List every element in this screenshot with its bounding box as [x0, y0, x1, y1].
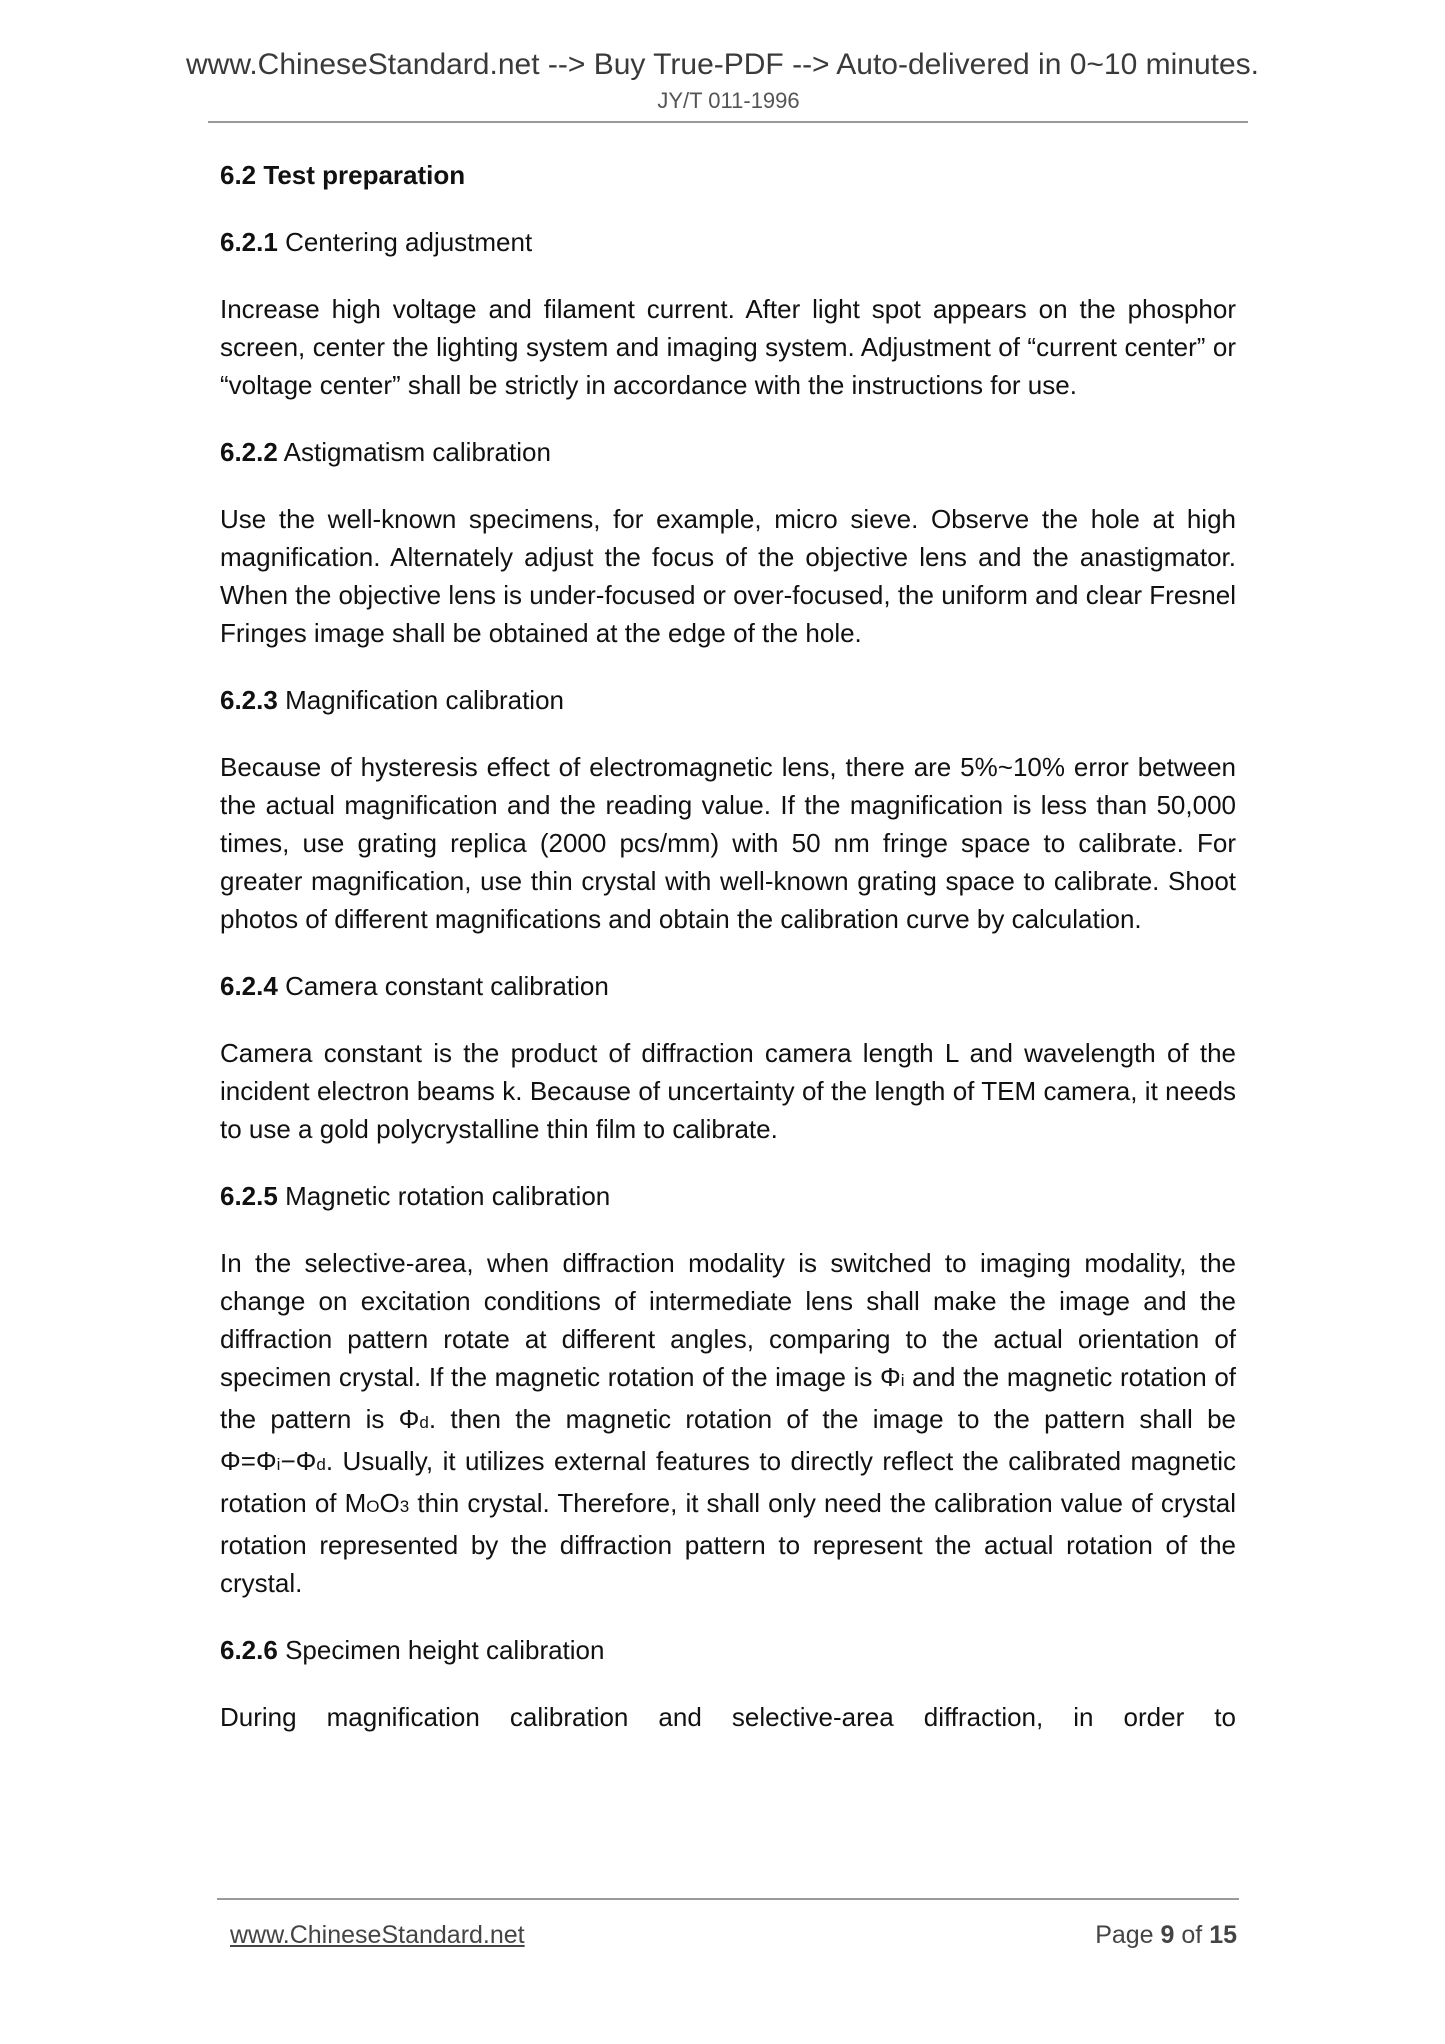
header-divider	[208, 121, 1248, 123]
subsection-title: Centering adjustment	[285, 227, 533, 257]
subsection-number: 6.2.3	[220, 685, 278, 715]
subscript: d	[419, 1413, 429, 1432]
page-current: 9	[1160, 1921, 1175, 1949]
paragraph	[220, 1244, 1236, 1602]
subsection-title: Astigmatism calibration	[283, 437, 551, 467]
subscript: d	[316, 1455, 326, 1474]
document-body	[220, 156, 1236, 1765]
subscript: i	[900, 1371, 905, 1390]
paragraph: During magnification calibration and selective-area diffraction, in order to	[220, 1702, 1236, 1732]
standard-code: JY/T 011-1996	[657, 88, 800, 113]
subscript: 3	[399, 1497, 410, 1516]
header-banner: www.ChineseStandard.net --> Buy True-PDF --> Auto-delivered in 0~10 minutes.	[185, 48, 1260, 81]
subsection-number: 6.2.5	[220, 1181, 278, 1211]
text-segment: and the magnetic rotation of the pattern is Φ	[220, 1362, 1237, 1434]
page-prefix: Page	[1095, 1921, 1161, 1949]
subsection-number: 6.2.6	[220, 1635, 278, 1665]
subsection-title: Magnetic rotation calibration	[285, 1181, 611, 1211]
page-total: 15	[1209, 1921, 1237, 1949]
section-title: 6.2 Test preparation	[220, 160, 466, 190]
subscript: i	[276, 1455, 281, 1474]
text-segment: O	[379, 1488, 400, 1518]
subsection-heading	[220, 223, 1236, 261]
paragraph: Increase high voltage and filament current. After light spot appears on the phosphor screen, center the lighting system and imaging system. Adjustment of “current center” or “voltage center” shall be strictly in accordance with the instructions for use.	[220, 294, 1236, 400]
subsection-heading	[220, 1177, 1236, 1215]
text-segment: . Usually, it utilizes external features to directly reflect the calibrated magnetic rotation of M	[220, 1446, 1236, 1518]
text-segment: . then the magnetic rotation of the image to the pattern shall be Φ=Φ	[220, 1404, 1237, 1476]
subsection-heading	[220, 967, 1236, 1005]
subsection-number: 6.2.4	[220, 971, 278, 1001]
subsection-title: Specimen height calibration	[285, 1635, 605, 1665]
subsection-heading	[220, 681, 1236, 719]
text-segment: In the selective-area, when diffraction modality is switched to imaging modality, the change on excitation conditions of intermediate lens shall make the image and the diffraction pattern rotate at different angles, comparing to the actual orientation of specimen crystal. If the magnetic rotation of the image is Φ	[220, 1248, 1236, 1392]
subsection-title: Camera constant calibration	[285, 971, 609, 1001]
paragraph: Because of hysteresis effect of electromagnetic lens, there are 5%~10% error between the actual magnification and the reading value. If the magnification is less than 50,000 times, use grating replica (2000 pcs/mm) with 50 nm fringe space to calibrate. For greater magnification, use thin crystal with well-known grating space to calibrate. Shoot photos of different magnifications and obtain the calibration curve by calculation.	[220, 752, 1236, 934]
text-segment: thin crystal. Therefore, it shall only need the calibration value of crystal rotation represented by the diffraction pattern to represent the actual rotation of the crystal.	[220, 1488, 1236, 1598]
text-segment: −Φ	[280, 1446, 317, 1476]
small-letter: O	[366, 1497, 380, 1516]
subsection-number: 6.2.1	[220, 227, 278, 257]
paragraph: Use the well-known specimens, for example, micro sieve. Observe the hole at high magnification. Alternately adjust the focus of the objective lens and the anastigmator. When the objective lens is under-focused or over-focused, the uniform and clear Fresnel Fringes image shall be obtained at the edge of the hole.	[220, 504, 1236, 648]
page-of: of	[1174, 1921, 1210, 1949]
page-indicator	[1095, 1921, 1237, 1950]
subsection-number: 6.2.2	[220, 437, 278, 467]
paragraph: Camera constant is the product of diffraction camera length L and wavelength of the incident electron beams k. Because of uncertainty of the length of TEM camera, it needs to use a gold polycrystalline thin film to calibrate.	[220, 1038, 1236, 1144]
footer-website-link[interactable]: www.ChineseStandard.net	[230, 1921, 525, 1949]
subsection-title: Magnification calibration	[285, 685, 564, 715]
footer-divider	[217, 1898, 1239, 1900]
subsection-heading	[220, 1631, 1236, 1669]
subsection-heading	[220, 433, 1236, 471]
